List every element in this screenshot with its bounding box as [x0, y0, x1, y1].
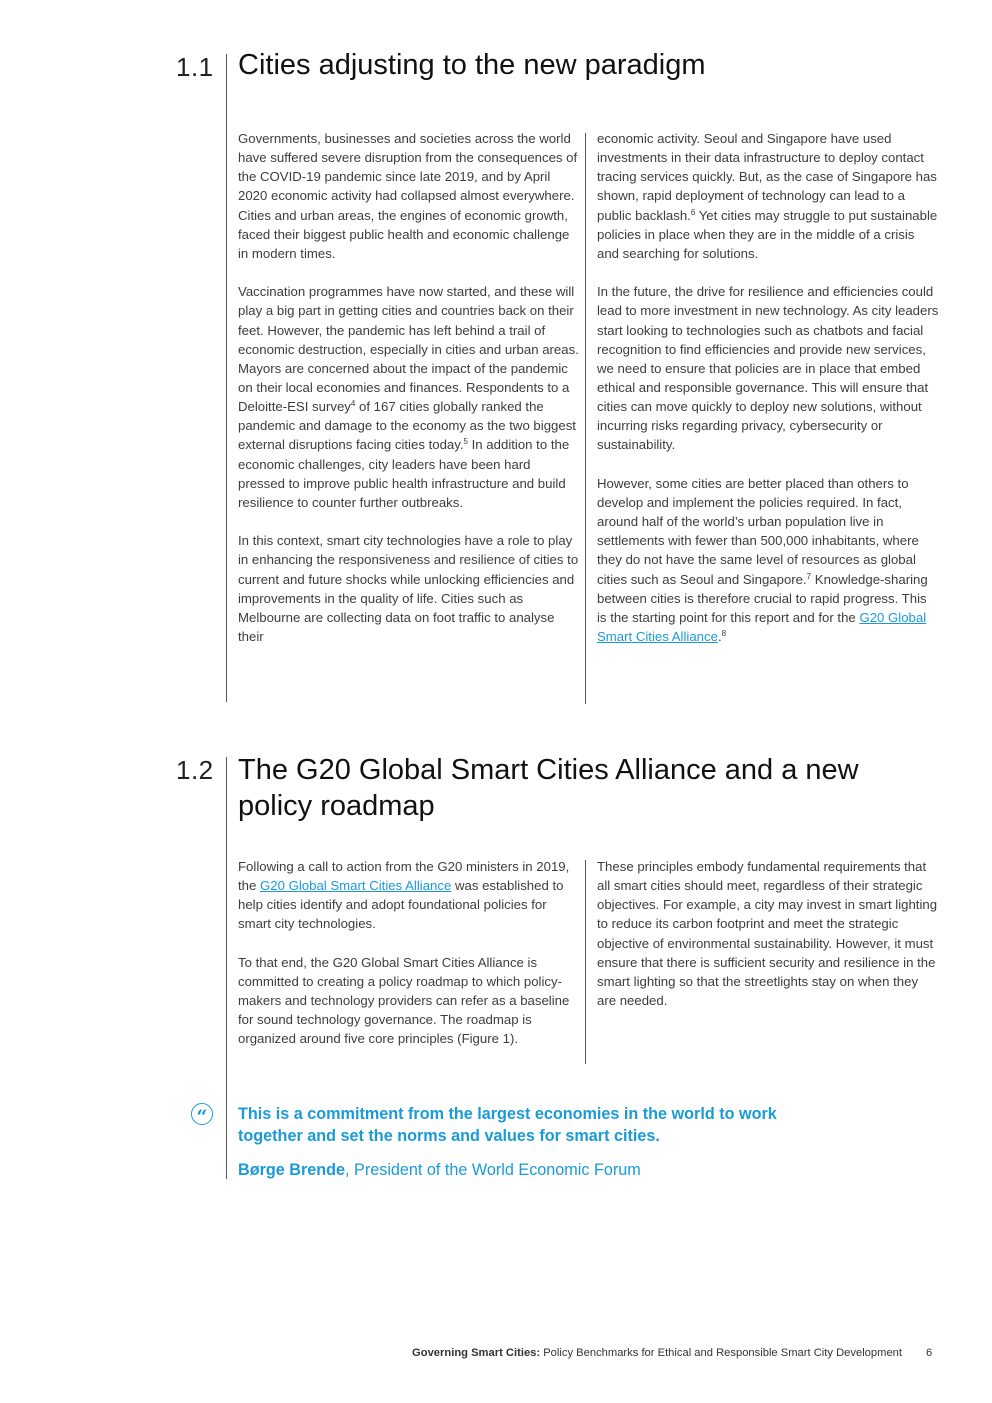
paragraph: Vaccination programmes have now started, and these will play a big part in getting cities and countries back on their feet. However, the pandemic has left behind a trail of economic destruction, especially in cities and urban areas. Mayors are concerned about the impact of the pandemic on their local economies and finances. Respondents to a Deloitte-ESI survey$^4$ of 167 cities globally ranked the pandemic and damage to the economy as the two biggest external disruptions facing cities today.$^5$ In addition to the economic challenges, city leaders have been hard pressed to improve public health infrastructure and build resilience to counter further outbreaks. [238, 284, 579, 510]
page-number: 6 [926, 1347, 933, 1359]
g20-alliance-link[interactable]: G20 Global Smart Cities Alliance [260, 878, 452, 894]
footnote-ref[interactable]: 6 [690, 207, 696, 217]
section-title: Cities adjusting to the new paradigm [238, 49, 706, 81]
quote-author: Børge Brende [238, 1161, 346, 1179]
pull-quote: This is a commitment from the largest economies in the world to work together and set the norms and values for smart cities. [238, 1105, 777, 1145]
section-number: 1.2 [176, 755, 214, 785]
paragraph: These principles embody fundamental requirements that all smart cities should meet, regardless of their strategic objectives. For example, a city may invest in smart lighting to reduce its carbon footprint and meet the strategic objective of environmental sustainability. However, it must ensure that there is sufficient security and resilience in the smart lighting so that the streetlights stay on when they are needed. [597, 859, 938, 1009]
column-divider [585, 860, 586, 1064]
section-2-right-column [597, 857, 939, 1010]
paragraph: To that end, the G20 Global Smart Cities Alliance is committed to creating a policy roadmap to which policy-makers and technology providers can refer as a baseline for sound technology governance. The roadmap is organized around five core principles (Figure 1). [238, 954, 570, 1047]
section-1-left-column [238, 129, 580, 646]
page-footer [412, 1347, 902, 1359]
paragraph: In this context, smart city technologies have a role to play in enhancing the responsiveness and resilience of cities to current and future shocks while unlocking efficiencies and improvements in the quality of life. Cities such as Melbourne are collecting data on foot traffic to analyse their [238, 533, 579, 645]
column-divider [585, 133, 586, 704]
quote-attribution [238, 1160, 641, 1181]
footnote-ref[interactable]: 8 [721, 629, 727, 639]
quote-icon: “ [191, 1103, 213, 1125]
report-title: Governing Smart Cities: [412, 1347, 541, 1359]
report-subtitle: Policy Benchmarks for Ethical and Responsible Smart City Development [540, 1347, 902, 1359]
section-rule [226, 757, 227, 1179]
footnote-ref[interactable]: 5 [463, 437, 468, 447]
paragraph: economic activity. Seoul and Singapore have used investments in their data infrastructure to deploy contact tracing services quickly. But, as the case of Singapore has shown, rapid deployment of technology can lead to a public backlash.$^6$ Yet cities may struggle to put sustainable policies in place when they are in the middle of a crisis and searching for solutions. [597, 131, 938, 261]
section-2-left-column [238, 857, 580, 1049]
paragraph: In the future, the drive for resilience and efficiencies could lead to more investment in new technology. As city leaders start looking to technologies such as chatbots and facial recognition to find efficiencies and provide new services, we need to ensure that policies are in place that embed ethical and responsible governance. This will ensure that cities can move quickly to deploy new solutions, without incurring risks regarding privacy, cybersecurity or sustainability. [597, 284, 939, 453]
section-rule [226, 54, 227, 702]
quote-author-role: , President of the World Economic Forum [345, 1161, 641, 1179]
section-1-right-column [597, 129, 939, 646]
paragraph: However, some cities are better placed than others to develop and implement the policies required. In fact, around half of the world’s urban population live in settlements with fewer than 500,000 inhabitants, where they do not have the same level of resources as global cities such as Seoul and Singapore.$^7$ Knowledge-sharing between cities is therefore crucial to rapid progress. This is the starting point for this report and for the G20 Global Smart Cities Alliance.$^8$ [597, 475, 928, 645]
paragraph: Following a call to action from the G20 ministers in 2019, the G20 Global Smart Cities Alliance was established to help cities identify and adopt foundational policies for smart city technologies. [238, 859, 570, 932]
footnote-ref[interactable]: 4 [350, 399, 356, 409]
paragraph: Governments, businesses and societies across the world have suffered severe disruption from the consequences of the COVID-19 pandemic since late 2019, and by April 2020 economic activity had collapsed almost everywhere. Cities and urban areas, the engines of economic growth, faced their biggest public health and economic challenge in modern times. [238, 131, 578, 261]
section-number: 1.1 [176, 52, 214, 82]
section-title: The G20 Global Smart Cities Alliance and a new policy roadmap [238, 754, 859, 822]
footnote-ref[interactable]: 7 [806, 571, 812, 581]
g20-alliance-link[interactable]: G20 Global Smart Cities Alliance [597, 609, 927, 645]
